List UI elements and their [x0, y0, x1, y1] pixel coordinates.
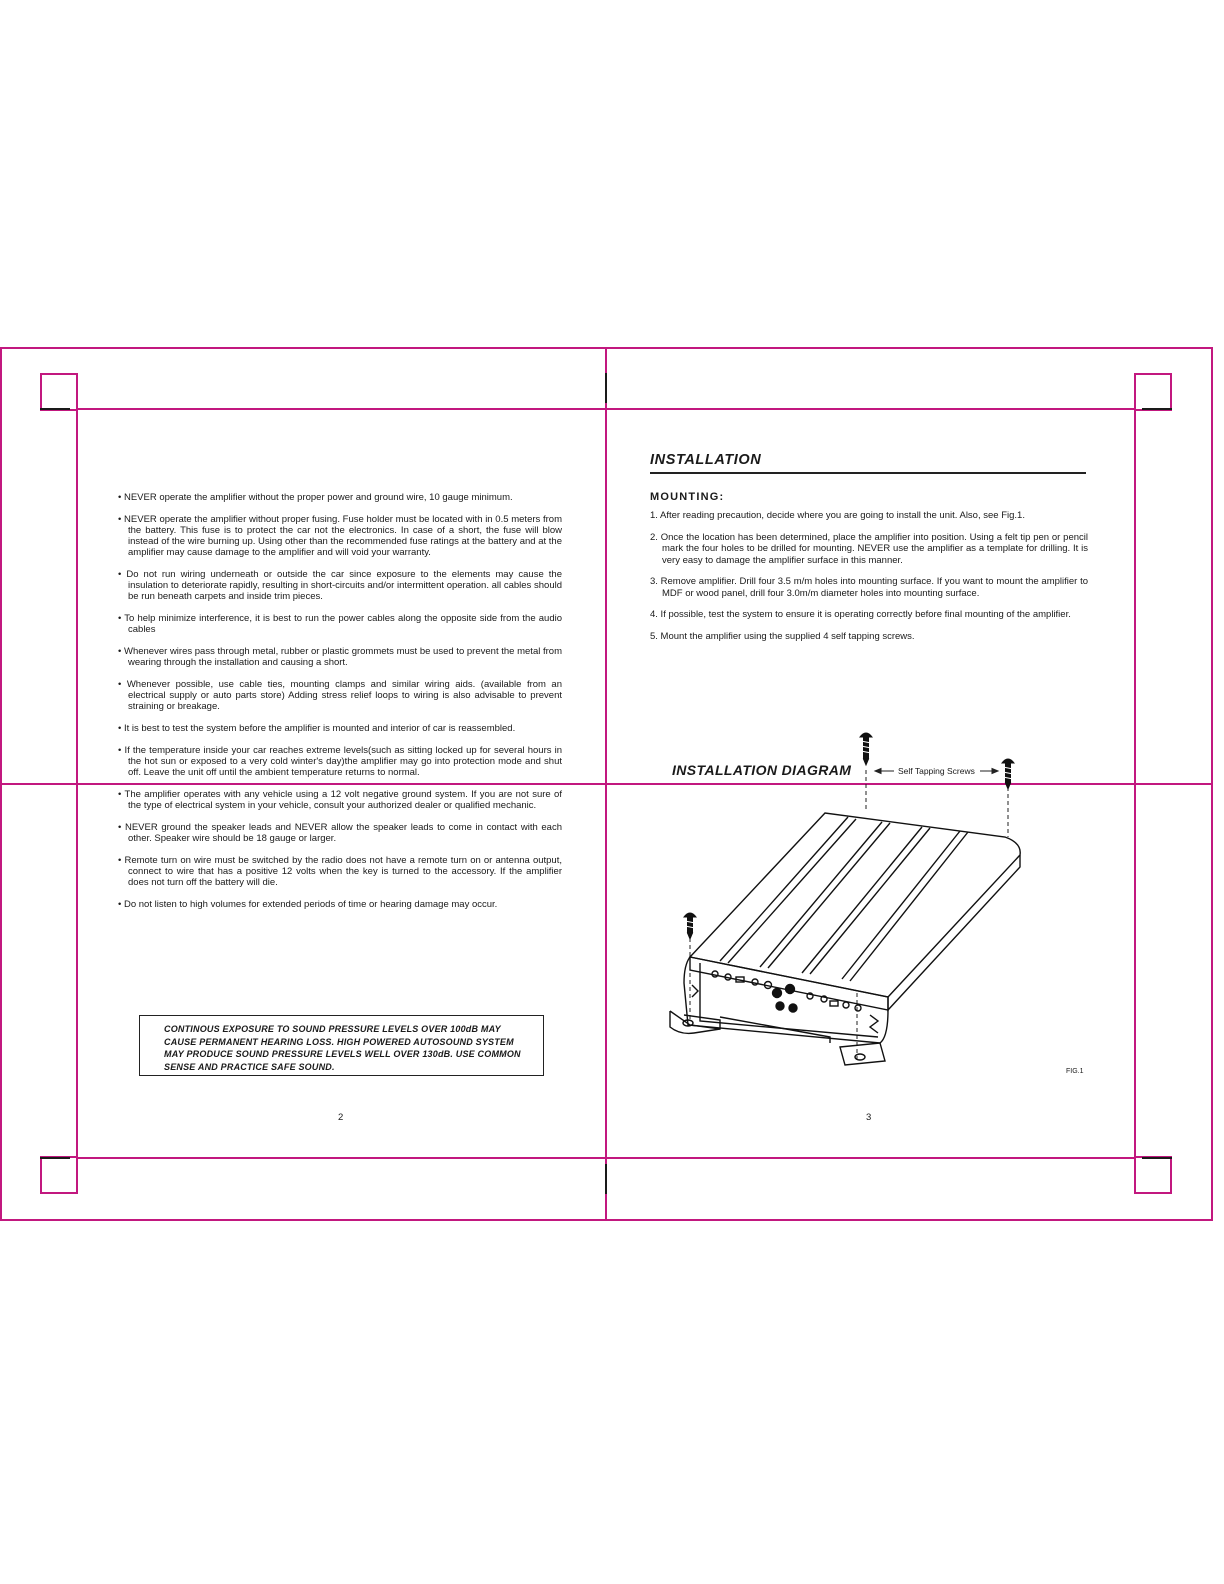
tick-top-right: [1142, 408, 1172, 410]
screw-icon: [684, 913, 696, 939]
trim-bottom-line: [76, 1157, 1136, 1159]
precaution-item: • Whenever possible, use cable ties, mounting clamps and similar wiring aids. (available from an electrical supply or auto parts store) Adding stress relief loops to wiring is also advisable to prevent straining or breakage.: [118, 679, 562, 712]
figure-label: FIG.1: [1066, 1068, 1084, 1075]
screw-icon: [860, 733, 872, 765]
tick-top-left: [40, 408, 70, 410]
precaution-item: • NEVER ground the speaker leads and NEVER allow the speaker leads to come in contact with each other. Speaker wire should be 18 gauge or larger.: [118, 822, 562, 844]
hearing-warning-text: CONTINOUS EXPOSURE TO SOUND PRESSURE LEVELS OVER 100dB MAY CAUSE PERMANENT HEARING LOSS. HIGH POWERED AUTOSOUND SYSTEM MAY PRODUCE SOUND PRESSURE LEVELS WELL OVER 130dB. USE COMMON SENSE AND PRACTICE SAFE SOUND.: [164, 1024, 521, 1072]
hearing-warning-box: [139, 1015, 544, 1076]
page-number-right: 3: [866, 1112, 872, 1123]
crop-box-bottom-left: [40, 1156, 78, 1194]
amplifier-drawing: [670, 813, 1020, 1065]
tick-spine-bottom: [605, 1164, 607, 1194]
precaution-item: • To help minimize interference, it is best to run the power cables along the opposite side from the audio cables: [118, 613, 562, 635]
mounting-step: 5. Mount the amplifier using the supplied 4 self tapping screws.: [650, 630, 915, 642]
installation-diagram: [660, 725, 1100, 1075]
mounting-step: 2. Once the location has been determined, place the amplifier into position. Using a felt tip pen or pencil mark the four holes to be drilled for mounting. NEVER use the amplifier as a template for drilling. It is very easy to damage the amplifier surface in this manner.: [650, 531, 1088, 566]
mounting-step: 3. Remove amplifier. Drill four 3.5 m/m holes into mounting surface. If you want to mount the amplifier to MDF or wood panel, drill four 3.0m/m diameter holes into mounting surface.: [650, 576, 1088, 599]
installation-heading: INSTALLATION: [650, 452, 762, 468]
precaution-item: • NEVER operate the amplifier without proper fusing. Fuse holder must be located with in 0.5 meters from the battery. This fuse is to protect the car not the electronics. In case of a short, the fuse will blow instead of the wire burning up. Using other than the recommended fuse ratings at the battery and at the amplifier may cause damage to the amplifier and will void your warranty.: [118, 514, 562, 558]
diagram-title: INSTALLATION DIAGRAM: [672, 762, 852, 778]
heading-rule: [650, 472, 1086, 474]
mounting-steps: [650, 510, 1088, 652]
precaution-item: • Remote turn on wire must be switched by the radio does not have a remote turn on or antenna output, connect to wire that has a positive 12 volts when the key is turned to the accessory. If the amplifier does not turn off the battery will die.: [118, 855, 562, 888]
precaution-item: • Do not listen to high volumes for extended periods of time or hearing damage may occur.: [118, 899, 498, 910]
page-number-left: 2: [338, 1112, 344, 1123]
screw-icon: [1002, 759, 1014, 789]
mounting-subheading: MOUNTING:: [650, 491, 725, 503]
tick-bottom-left: [40, 1157, 70, 1159]
trim-top-line: [76, 408, 1136, 410]
mounting-step: 1. After reading precaution, decide where you are going to install the unit. Also, see Fig.1.: [650, 510, 1025, 521]
precaution-item: • Whenever wires pass through metal, rubber or plastic grommets must be used to prevent the metal from wearing through the installation and causing a short.: [118, 646, 562, 668]
precaution-item: • Do not run wiring underneath or outside the car since exposure to the elements may cause the insulation to deteriorate rapidly, resulting in short-circuits and/or intermittent operation. all cables should be run beneath carpets and inside trim pieces.: [118, 569, 562, 602]
precaution-list: [118, 492, 562, 921]
left-arrow-icon: [875, 769, 894, 774]
precaution-item: • It is best to test the system before the amplifier is mounted and interior of car is reassembled.: [118, 723, 516, 734]
right-arrow-icon: [980, 769, 998, 774]
screw-label: Self Tapping Screws: [898, 766, 975, 776]
precaution-item: • If the temperature inside your car reaches extreme levels(such as sitting locked up for several hours in the hot sun or exposed to a very cold winter's day)the amplifier may go into protection mode and shut off. Leave the unit off until the ambient temperature returns to normal.: [118, 745, 562, 778]
crop-box-top-left: [40, 373, 78, 411]
precaution-item: • The amplifier operates with any vehicle using a 12 volt negative ground system. If you are not sure of the type of electrical system in your vehicle, consult your authorized dealer or qualified mechanic.: [118, 789, 562, 811]
tick-spine-top: [605, 373, 607, 403]
crop-box-top-right: [1134, 373, 1172, 411]
mounting-step: 4. If possible, test the system to ensure it is operating correctly before final mounting of the amplifier.: [650, 609, 1071, 620]
crop-box-bottom-right: [1134, 1156, 1172, 1194]
tick-bottom-right: [1142, 1157, 1172, 1159]
precaution-item: • NEVER operate the amplifier without the proper power and ground wire, 10 gauge minimum.: [118, 492, 513, 503]
